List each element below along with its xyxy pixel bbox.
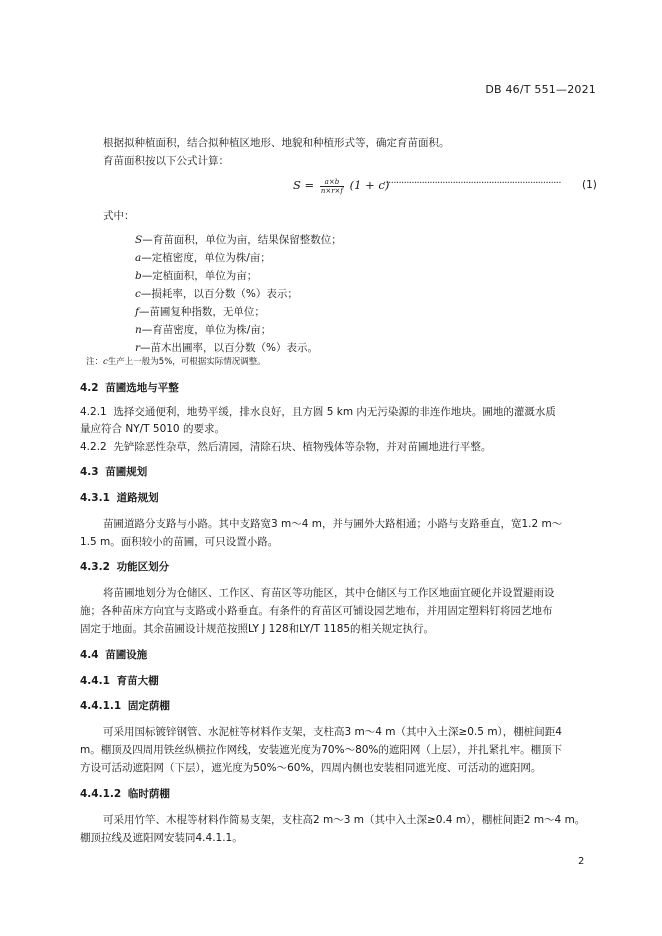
variable-item: b—定植面积，单位为亩； [135,270,258,282]
section-heading-4-4-1-1: 4.4.1.1 固定荫棚 [80,700,170,712]
clause-4-4-1-1-line-1: 可采用国标镀锌钢管、水泥桩等材料作支架，支柱高3 m～4 m（其中入土深≥0.5 m），棚桩间距4 [103,726,562,738]
clause-4-2-2: 4.2.2 先铲除恶性杂草，然后清园，清除石块、植物残体等杂物，并对苗圃地进行平整。 [80,441,492,453]
formula-factor: (1 + c) [349,178,390,192]
section-heading-4-2: 4.2 苗圃选地与平整 [80,382,179,394]
section-heading-4-3-2: 4.3.2 功能区划分 [80,561,170,573]
formula-leader-dots: ····································································· [383,178,561,189]
section-heading-4-4: 4.4 苗圃设施 [80,649,148,661]
clause-4-4-1-2-line-2: 棚顶拉线及遮阳网安装同4.4.1.1。 [80,832,243,844]
formula [293,174,389,196]
variable-item: c—损耗率，以百分数（%）表示； [135,288,298,300]
section-heading-4-3-1: 4.3.1 道路规划 [80,492,159,504]
section-heading-4-3: 4.3 苗圃规划 [80,466,148,478]
formula-fraction [320,178,344,195]
clause-4-3-1-line-2: 1.5 m。面积较小的苗圃，可只设置小路。 [80,536,279,548]
variable-item: n—育苗密度，单位为株/亩； [135,324,272,336]
clause-4-3-1-line-1: 苗圃道路分支路与小路。其中支路宽3 m～4 m，并与圃外大路相通；小路与支路垂直，宽1.2 m～ [103,518,563,530]
formula-note: 注：c生产上一般为5%，可根据实际情况调整。 [86,357,266,367]
variable-item: a—定植密度，单位为株/亩； [135,252,271,264]
clause-4-4-1-2-line-1: 可采用竹竿、木棍等材料作简易支架，支柱高2 m～3 m（其中入土深≥0.4 m），棚桩间距2 m～4 m。 [103,814,586,826]
section-heading-4-4-1-2: 4.4.1.2 临时荫棚 [80,788,170,800]
formula-numerator: a×b [320,178,344,187]
clause-4-4-1-1-line-3: 方设可活动遮阳网（下层），遮光度为50%～60%，四周内侧也安装相同遮光度、可活动的遮阳网。 [80,762,542,774]
formula-denominator: n×r×f [320,186,344,195]
document-code: DB 46/T 551—2021 [485,83,596,96]
clause-4-2-1-line-1: 4.2.1 选择交通便利，地势平缓，排水良好，且方圆 5 km 内无污染源的非连作地块。圃地的灌溉水质 [80,406,556,418]
clause-4-3-2-line-1: 将苗圃地划分为仓储区、工作区、育苗区等功能区，其中仓储区与工作区地面宜硬化并设置避雨设 [103,587,555,599]
section-heading-4-4-1: 4.4.1 育苗大棚 [80,675,159,687]
clause-4-3-2-line-3: 固定于地面。其余苗圃设计规范按照LY J 128和LY/T 1185的相关规定执行。 [80,623,435,635]
clause-4-4-1-1-line-2: m。棚顶及四周用铁丝纵横拉作网线，安装遮光度为70%～80%的遮阳网（上层），并扎紧扎牢。棚顶下 [80,744,563,756]
clause-4-2-1-line-2: 量应符合 NY/T 5010 的要求。 [80,423,225,435]
clause-4-3-2-line-2: 施；各种苗床方向宜与支路或小路垂直。有条件的育苗区可铺设园艺地布，并用固定塑料钉将园艺地布 [80,605,553,617]
intro-line-1: 根据拟种植面积，结合拟种植区地形、地貌和种植形式等，确定育苗面积。 [103,137,450,149]
variable-item: S—育苗面积，单位为亩，结果保留整数位； [135,234,342,246]
page-number: 2 [578,856,585,867]
intro-line-2: 育苗面积按以下公式计算： [103,155,229,167]
formula-number: (1) [582,179,597,191]
formula-lhs: S = [293,178,315,192]
where-label: 式中： [103,210,135,222]
variable-item: f—苗圃复种指数，无单位； [135,306,265,318]
variable-item: r—苗木出圃率，以百分数（%）表示。 [135,342,319,354]
